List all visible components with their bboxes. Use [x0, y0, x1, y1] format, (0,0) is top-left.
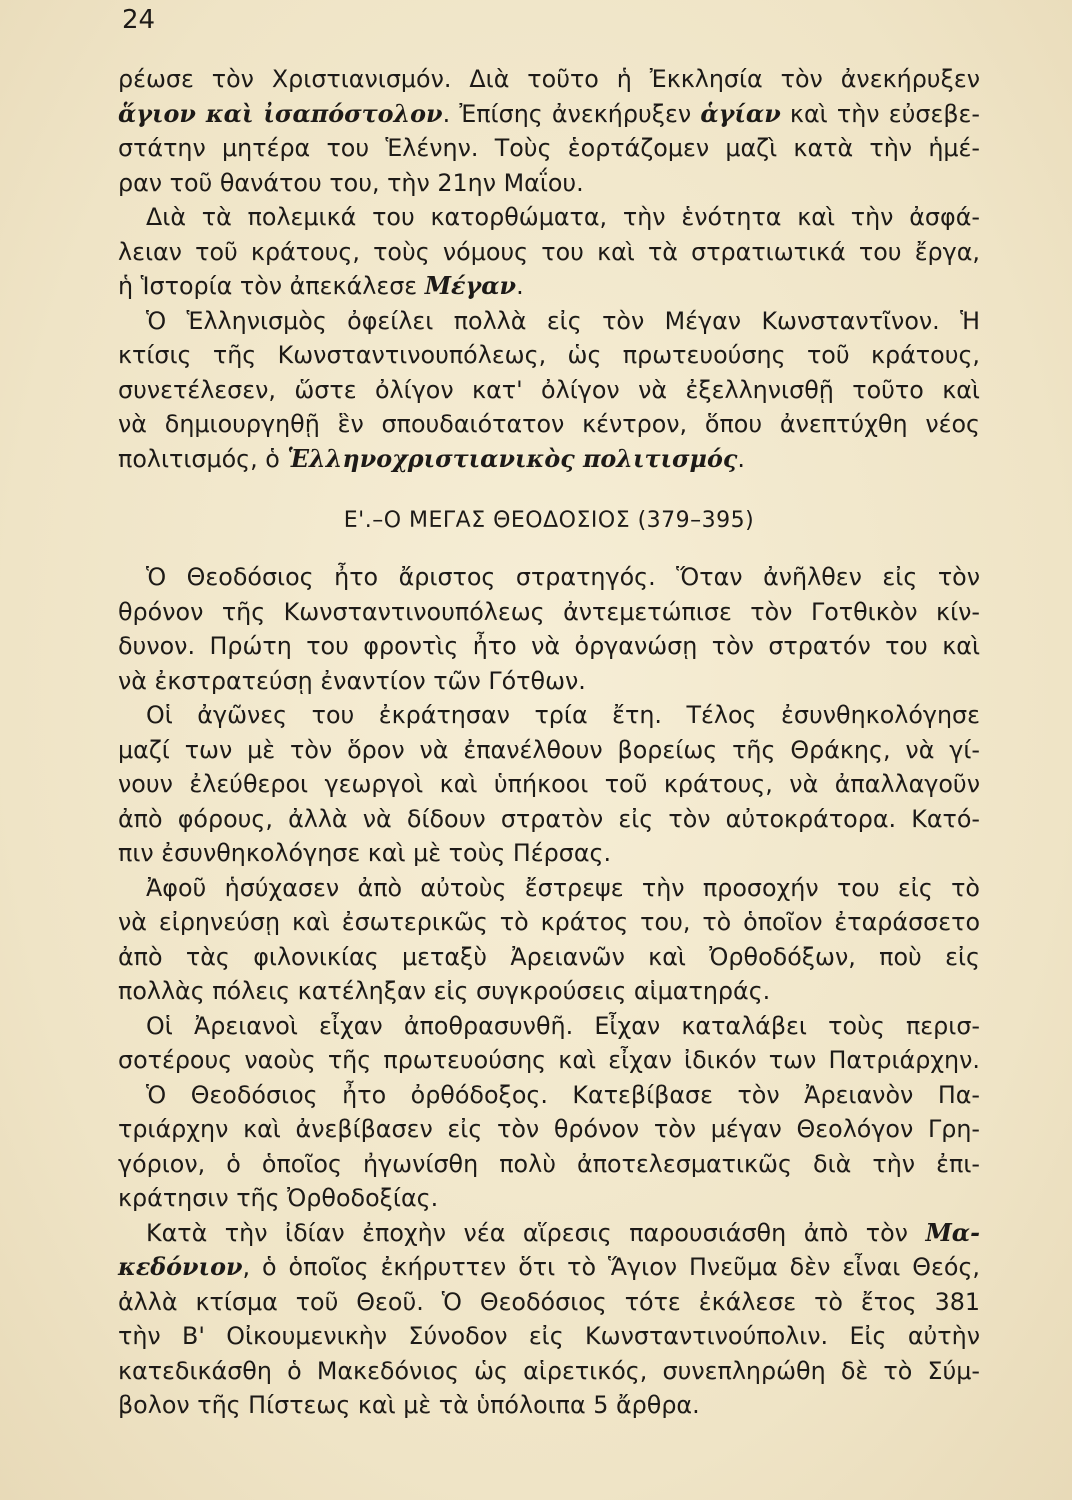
paragraph-6 — [118, 871, 980, 1009]
text-line: μαζί των μὲ τὸν ὅρον νὰ ἐπανέλθουν βορείως τῆς Θράκης, νὰ γί- — [118, 735, 980, 764]
text-line: Ὁ Θεοδόσιος ἦτο ἄριστος στρατηγός. Ὅταν ἀνῆλθεν εἰς τὸν — [146, 563, 980, 591]
paragraph-1 — [118, 62, 980, 200]
text-line — [118, 269, 980, 304]
text-line: συνετέλεσεν, ὥστε ὀλίγον κατ' ὀλίγον νὰ ἐξελληνισθῇ τοῦτο καὶ — [118, 375, 980, 404]
text-line: ρέωσε τὸν Χριστιανισμόν. Διὰ τοῦτο ἡ Ἐκκλησία τὸν ἀνεκήρυξεν — [118, 65, 980, 93]
text-line: Ὁ Θεοδόσιος ἦτο ὀρθόδοξος. Κατεβίβασε τὸν Ἀρειανὸν Πα- — [146, 1080, 980, 1109]
text-line: τριάρχην καὶ ἀνεβίβασεν εἰς τὸν θρόνον τὸν μέγαν Θεολόγον Γρη- — [118, 1115, 980, 1143]
text-line — [118, 1216, 980, 1251]
page-number: 24 — [122, 5, 156, 35]
text-line: νὰ ἐκστρατεύσῃ ἐναντίον τῶν Γότθων. — [118, 666, 586, 695]
text-line: κατεδικάσθη ὁ Μακεδόνιος ὡς αἱρετικός, συνεπληρώθη δὲ τὸ Σύμ- — [118, 1356, 980, 1385]
text-line: βολον τῆς Πίστεως καὶ μὲ τὰ ὑπόλοιπα 5 ἄρθρα. — [118, 1391, 700, 1419]
text-line — [118, 442, 980, 477]
text-line — [118, 97, 980, 132]
text-fragment: πολιτισμός, ὁ — [118, 444, 288, 473]
body-text — [118, 62, 980, 1423]
text-line: ραν τοῦ θανάτου του, τὴν 21ην Μαΐου. — [118, 168, 584, 197]
text-line: κτίσις τῆς Κωνσταντινουπόλεως, ὡς πρωτευούσης τοῦ κράτους, — [118, 341, 980, 369]
text-fragment: . — [516, 272, 524, 300]
text-line — [118, 1250, 980, 1285]
text-line: πιν ἐσυνθηκολόγησε καὶ μὲ τοὺς Πέρσας. — [118, 839, 612, 867]
text-fragment: . Ἐπίσης ἀνεκήρυξεν — [442, 99, 701, 128]
text-line: Διὰ τὰ πολεμικά του κατορθώματα, τὴν ἑνότητα καὶ τὴν ἀσφά- — [146, 203, 980, 231]
text-line: γόριον, ὁ ὁποῖος ἠγωνίσθη πολὺ ἀποτελεσματικῶς διὰ τὴν ἐπι- — [118, 1149, 980, 1178]
text-fragment: ἡ Ἱστορία τὸν ἀπεκάλεσε — [118, 272, 425, 300]
text-line: ἀπὸ τὰς φιλονικίας μεταξὺ Ἀρειανῶν καὶ Ὀρθοδόξων, ποὺ εἰς — [118, 942, 980, 971]
paragraph-3 — [118, 304, 980, 477]
text-line: λειαν τοῦ κράτους, τοὺς νόμους του καὶ τὰ στρατιωτικά του ἔργα, — [118, 237, 980, 266]
text-line: Οἱ Ἀρειανοὶ εἶχαν ἀποθρασυνθῆ. Εἶχαν καταλάβει τοὺς περισ- — [146, 1011, 980, 1040]
text-fragment: Κατὰ τὴν ἰδίαν ἐποχὴν νέα αἵρεσις παρουσιάσθη ἀπὸ τὸν — [146, 1218, 926, 1247]
text-line: δυνον. Πρώτη του φροντὶς ἦτο νὰ ὀργανώσῃ τὸν στρατόν του καὶ — [118, 632, 980, 660]
text-line: κράτησιν τῆς Ὀρθοδοξίας. — [118, 1184, 439, 1212]
text-line: νουν ἐλεύθεροι γεωργοὶ καὶ ὑπήκοοι τοῦ κράτους, νὰ ἀπαλλαγοῦν — [118, 770, 980, 798]
text-line: σοτέρους ναοὺς τῆς πρωτευούσης καὶ εἶχαν ἰδικόν των Πατριάρχην. — [118, 1046, 980, 1074]
text-line: ἀπὸ φόρους, ἀλλὰ νὰ δίδουν στρατὸν εἰς τὸν αὐτοκράτορα. Κατό- — [118, 804, 980, 833]
text-line: πολλὰς πόλεις κατέληξαν εἰς συγκρούσεις αἱματηράς. — [118, 977, 771, 1005]
text-line: νὰ δημιουργηθῇ ἓν σπουδαιότατον κέντρον, ὅπου ἀνεπτύχθη νέος — [118, 410, 980, 438]
paragraph-9 — [118, 1216, 980, 1423]
text-fragment: καὶ τὴν εὐσεβε- — [780, 99, 980, 128]
section-heading: Ε'.–Ο ΜΕΓΑΣ ΘΕΟΔΟΣΙΟΣ (379–395) — [343, 508, 755, 533]
emphasis-text: Ἑλληνοχριστιανικὸς πολιτισμός — [287, 444, 738, 473]
paragraph-7 — [118, 1009, 980, 1078]
paragraph-2 — [118, 200, 980, 304]
text-line: Ἀφοῦ ἡσύχασεν ἀπὸ αὐτοὺς ἔστρεψε τὴν προσοχήν του εἰς τὸ — [146, 873, 980, 902]
text-line: τὴν Β' Οἰκουμενικὴν Σύνοδον εἰς Κωνσταντινούπολιν. Εἰς αὐτὴν — [118, 1322, 980, 1350]
paragraph-5 — [118, 698, 980, 871]
text-line: στάτην μητέρα του Ἑλένην. Τοὺς ἑορτάζομεν μαζὶ κατὰ τὴν ἡμέ- — [118, 134, 980, 162]
text-line: Ὁ Ἑλληνισμὸς ὀφείλει πολλὰ εἰς τὸν Μέγαν Κωνσταντῖνον. Ἡ — [146, 306, 980, 335]
text-line: ἀλλὰ κτίσμα τοῦ Θεοῦ. Ὁ Θεοδόσιος τότε ἐκάλεσε τὸ ἔτος 381 — [118, 1287, 980, 1316]
paragraph-8 — [118, 1078, 980, 1216]
text-line: νὰ εἰρηνεύσῃ καὶ ἐσωτερικῶς τὸ κράτος του, τὸ ὁποῖον ἐταράσσετο — [118, 908, 980, 936]
emphasis-text: Μέγαν — [424, 272, 517, 300]
emphasis-text: Μα- — [925, 1218, 980, 1247]
emphasis-text: ἁγίαν — [700, 99, 781, 128]
emphasis-text: κεδόνιον — [118, 1253, 243, 1281]
text-fragment: . — [737, 444, 745, 473]
emphasis-text: ἅγιον καὶ ἰσαπόστολον — [118, 99, 443, 128]
text-fragment: , ὁ ὁποῖος ἐκήρυττεν ὅτι τὸ Ἅγιον Πνεῦμα δὲν εἶναι Θεός, — [242, 1253, 980, 1281]
text-line: Οἱ ἀγῶνες του ἐκράτησαν τρία ἔτη. Τέλος ἐσυνθηκολόγησε — [146, 701, 980, 729]
paragraph-4 — [118, 560, 980, 698]
text-line: θρόνον τῆς Κωνσταντινουπόλεως ἀντεμετώπισε τὸν Γοτθικὸν κίν- — [118, 597, 980, 626]
